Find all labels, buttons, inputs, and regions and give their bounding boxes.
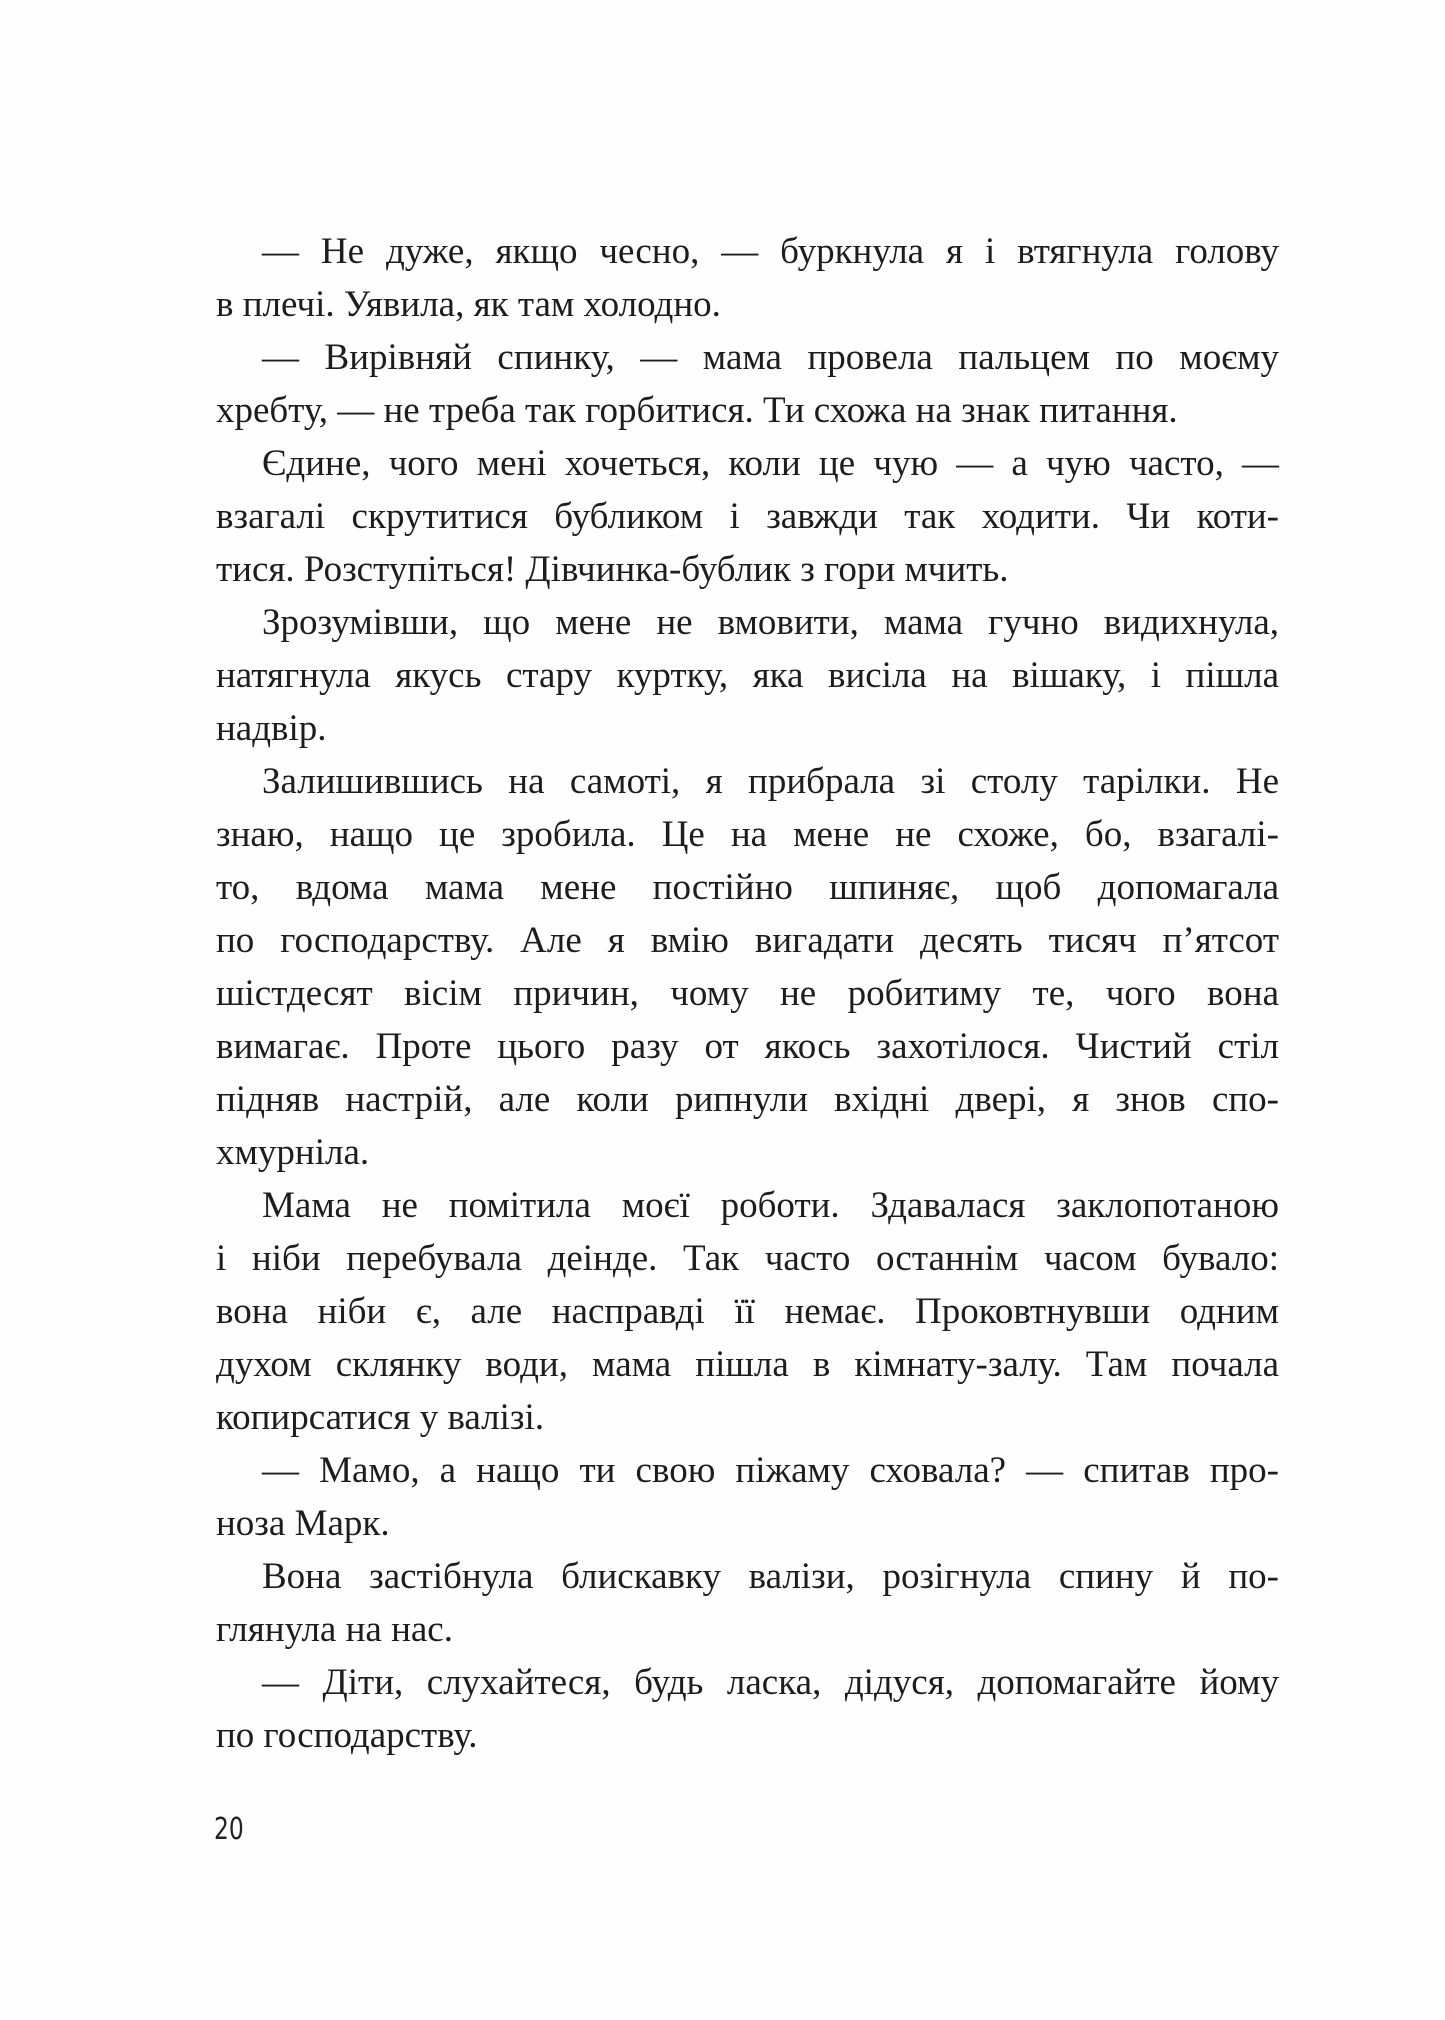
text-line: Зрозумівши, що мене не вмовити, мама гучно видихнула, [262,602,1279,643]
text-line: натягнула якусь стару куртку, яка висіла на вішаку, і пішла [216,655,1279,696]
text-line: надвір. [216,708,327,749]
text-line: копирсатися у валізі. [216,1397,545,1438]
text-line: Залишившись на самоті, я прибрала зі столу тарілки. Не [262,761,1279,802]
paragraph [216,225,1279,331]
page-text [216,225,1279,1762]
paragraph [216,331,1279,437]
text-line: духом склянку води, мама пішла в кімнату-залу. Там почала [216,1344,1279,1385]
text-line: хребту, — не треба так горбитися. Ти схожа на знак питання. [216,390,1178,431]
text-line: глянула на нас. [216,1609,453,1650]
text-line: вона ніби є, але насправді її немає. Проковтнувши одним [216,1291,1279,1332]
text-line: в плечі. Уявила, як там холодно. [216,284,721,325]
paragraph [216,1179,1279,1444]
text-line: — Мамо, а нащо ти свою піжаму сховала? — спитав про- [262,1450,1279,1491]
text-line: хмурніла. [216,1132,370,1173]
text-line: по господарству. Але я вмію вигадати десять тисяч п’ятсот [216,920,1279,961]
text-line: то, вдома мама мене постійно шпиняє, щоб допомагала [216,867,1279,908]
text-line: Мама не помітила моєї роботи. Здавалася заклопотаною [262,1185,1279,1226]
text-line: по господарству. [216,1715,478,1756]
text-line: і ніби перебувала деінде. Так часто останнім часом бувало: [216,1238,1279,1279]
text-line: знаю, нащо це зробила. Це на мене не схоже, бо, взагалі- [216,814,1279,855]
paragraph [216,755,1279,1179]
text-line: ноза Марк. [216,1503,390,1544]
paragraph [216,1656,1279,1762]
text-line: взагалі скрутитися бубликом і завжди так ходити. Чи коти- [216,496,1279,537]
text-line: — Не дуже, якщо чесно, — буркнула я і втягнула голову [262,231,1279,272]
text-line: тися. Розступіться! Дівчинка-бублик з гори мчить. [216,549,1009,590]
paragraph [216,596,1279,755]
text-line: Вона застібнула блискавку валізи, розігнула спину й по- [262,1556,1279,1597]
page-number: 20 [214,1812,244,1847]
paragraph [216,1444,1279,1550]
text-line: Єдине, чого мені хочеться, коли це чую — а чую часто, — [262,443,1279,484]
text-line: шістдесят вісім причин, чому не робитиму те, чого вона [216,973,1279,1014]
text-line: вимагає. Проте цього разу от якось захотілося. Чистий стіл [216,1026,1279,1067]
paragraph [216,437,1279,596]
text-line: — Діти, слухайтеся, будь ласка, дідуся, допомагайте йому [262,1662,1279,1703]
text-line: — Вирівняй спинку, — мама провела пальцем по моєму [262,337,1279,378]
text-line: підняв настрій, але коли рипнули вхідні двері, я знов спо- [216,1079,1279,1120]
paragraph [216,1550,1279,1656]
